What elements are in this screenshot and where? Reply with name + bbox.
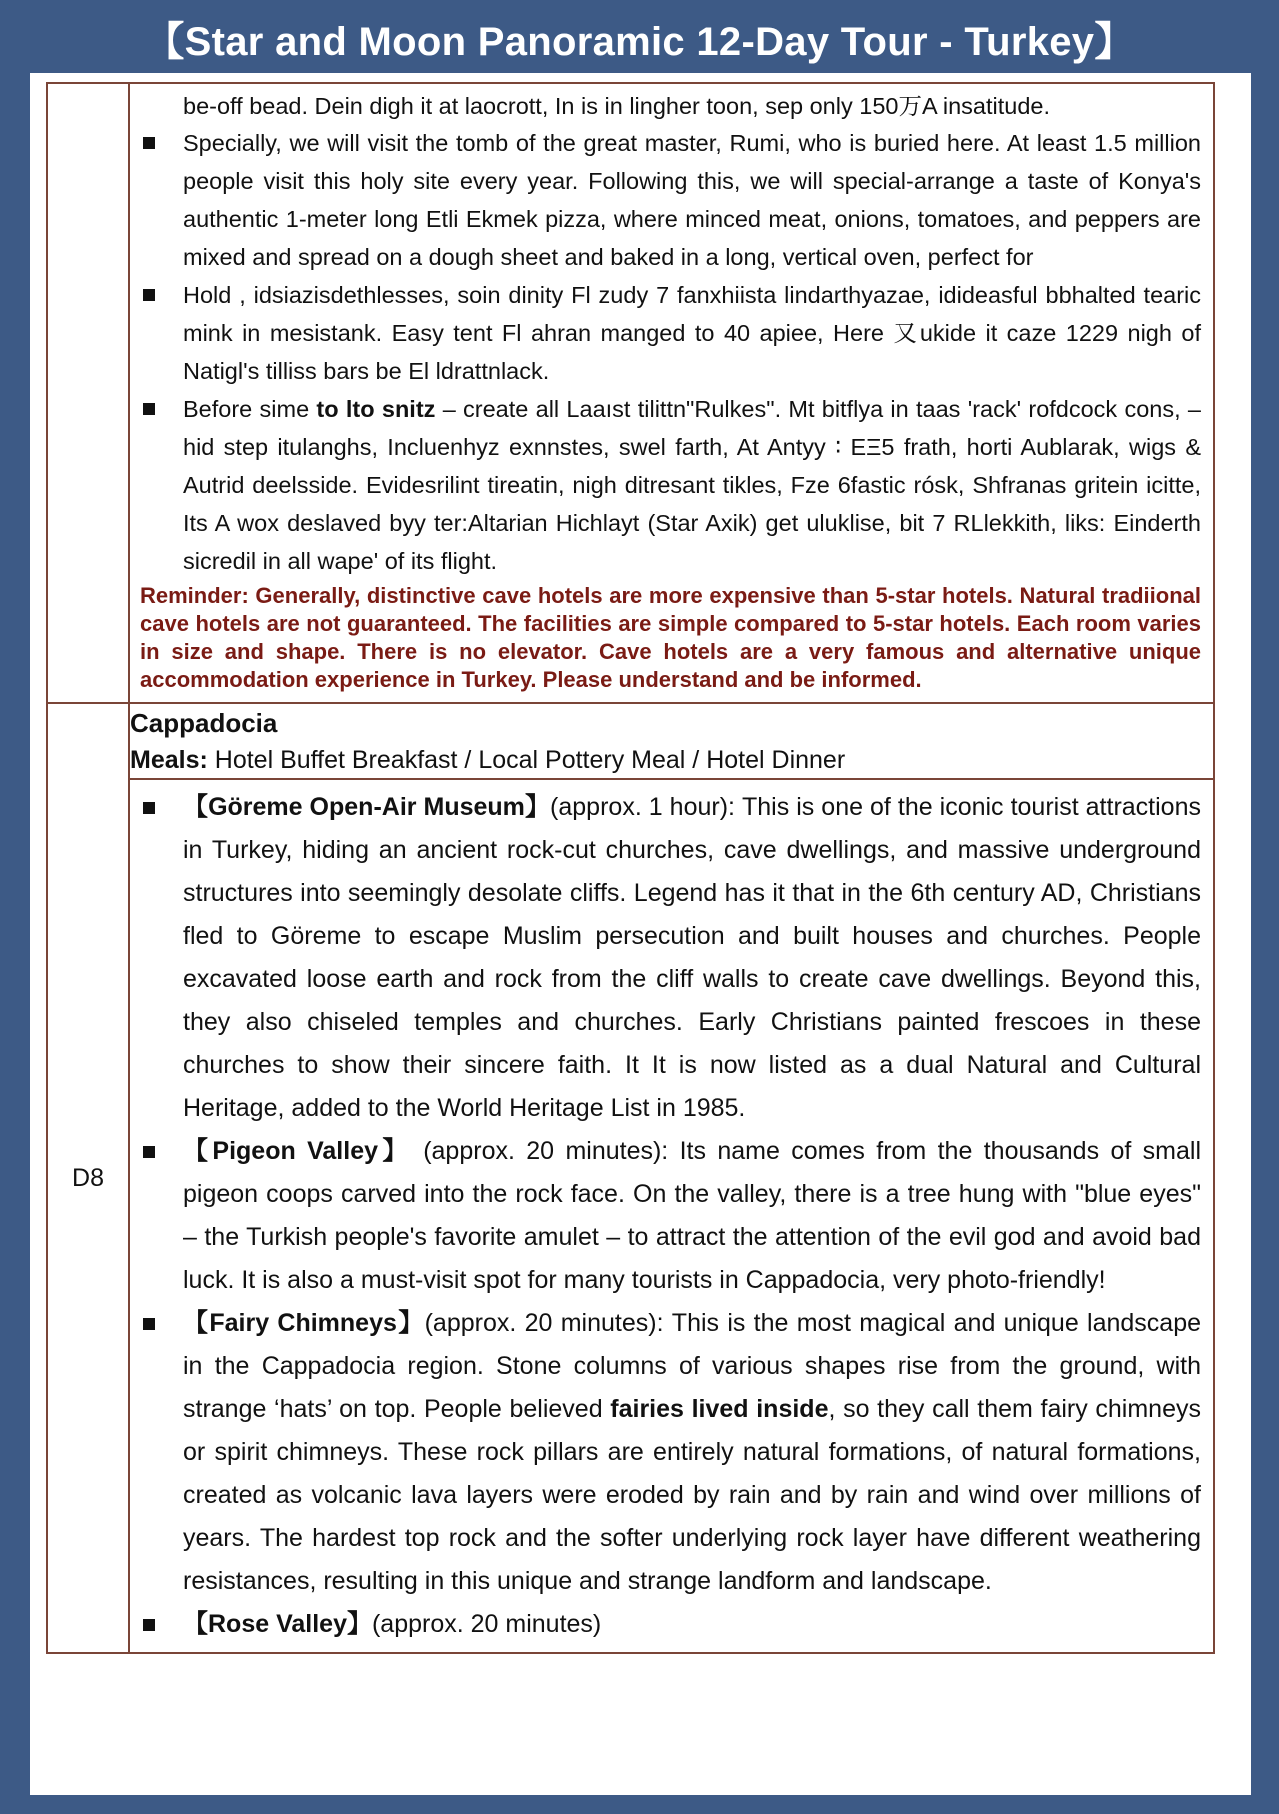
attraction-text: (approx. 1 hour): This is one of the iconic tourist attractions in Turkey, hiding an ancient rock-cut churches, cave dwellings, and massive underground structures into seemingly desolate cliffs. Legend has it that in the 6th century AD, Christians fled to Göreme to escape Muslim persecution and built houses and churches. People excavated loose earth and rock from the cliff walls to create cave dwellings. Beyond this, they also chiseled temples and churches. Early Christians painted frescoes in these churches to show their sincere faith. It It is now listed as a dual Natural and Cultural Heritage, added to the World Heritage List in 1985. bbox=[183, 793, 1201, 1122]
bullet-text: Specially, we will visit the tomb of the great master, Rumi, who is buried here. At least 1.5 million people visit this holy site every year. Following this, we will special-arrange a taste of Konya's authentic 1-meter long Etli Ekmek pizza, where minced meat, onions, tomatoes, and peppers are mixed and spread on a dough sheet and baked in a long, vertical oven, perfect for bbox=[183, 130, 1201, 270]
square-bullet-icon bbox=[143, 137, 155, 149]
city-name: Cappadocia bbox=[130, 708, 278, 738]
square-bullet-icon bbox=[143, 1318, 155, 1330]
list-item bbox=[140, 390, 1201, 580]
square-bullet-icon bbox=[143, 403, 155, 415]
table-row-d8 bbox=[47, 703, 1214, 779]
d7-bullet-list bbox=[140, 124, 1201, 580]
meals-value: Hotel Buffet Breakfast / Local Pottery Meal / Hotel Dinner bbox=[207, 746, 846, 774]
bullet-text: Hold , idsiazisdethlesses, soin dinity Fl zudy 7 fanxhiista lindarthyazae, idideasful bbhalted tearic mink in mesistank. Easy tent Fl ahran manged to 40 apiee, Here 又ukide it caze 1229 nigh of Natigl's tilliss bars be El ldrattnlack. bbox=[183, 282, 1201, 384]
continued-text: be-off bead. Dein digh it at laocrott, In is in lingher toon, sep only 150万A insatitude. bbox=[183, 93, 1050, 119]
square-bullet-icon bbox=[143, 1146, 155, 1158]
table-row-d7-continued bbox=[47, 83, 1214, 703]
square-bullet-icon bbox=[143, 289, 155, 301]
square-bullet-icon bbox=[143, 802, 155, 814]
d8-content-cell bbox=[129, 779, 1214, 1653]
itinerary-table bbox=[46, 82, 1215, 1654]
d8-bullet-list bbox=[140, 786, 1201, 1646]
bullet-text-post: – create all Laaıst tilittn"Rulkes". Mt bitflya in taas 'rack' rofdcock cons, –hid step itulanghs, Incluenhyz exnnstes, swel farth, At Antyy ∶ EΞ5 frath, horti Aublarak, wigs & Autrid deelsside. Evidesrilint tireatin, nigh ditresant tikles, Fze 6fastic rósk, Shfranas gritein icitte, Its A wox deslaved byy ter:Altarian Hichlayt (Star Axik) get uluklise, bit 7 RLlekkith, liks: Einderth sicredil in all wape' of its flight. bbox=[183, 396, 1201, 574]
bullet-text-bold: to lto snitz bbox=[316, 396, 436, 422]
d8-header-cell bbox=[129, 703, 1214, 779]
attraction-name: 【Rose Valley】 bbox=[183, 1610, 372, 1638]
bullet-text-pre: Before sime bbox=[183, 396, 317, 422]
day-label-d8: D8 bbox=[47, 703, 129, 1653]
attraction-text-post: , so they call them fairy chimneys or spirit chimneys. These rock pillars are entirely natural formations, of natural formations, created as volcanic lava layers were eroded by rain and by rain and wind over millions of years. The hardest top rock and the softer underlying rock layer have different weathering resistances, resulting in this unique and strange landform and landscape. bbox=[183, 1395, 1201, 1595]
attraction-name: 【Göreme Open-Air Museum】 bbox=[183, 793, 551, 821]
list-item bbox=[140, 1603, 1201, 1646]
day-cell-empty bbox=[47, 83, 129, 703]
list-item bbox=[140, 1302, 1201, 1603]
d7-content-cell bbox=[129, 83, 1214, 703]
reminder-note: Reminder: Generally, distinctive cave hotels are more expensive than 5-star hotels. Natural tradiional cave hotels are not guaranteed. The facilities are simple compared to 5-star hotels. Each room varies in size and shape. There is no elevator. Cave hotels are a very famous and alternative unique accommodation experience in Turkey. Please understand and be informed. bbox=[140, 583, 1201, 692]
attraction-text-bold: fairies lived inside bbox=[610, 1395, 829, 1423]
list-item bbox=[140, 1130, 1201, 1302]
list-item bbox=[140, 276, 1201, 390]
attraction-name: 【Pigeon Valley】 bbox=[183, 1137, 412, 1165]
page-title: 【Star and Moon Panoramic 12-Day Tour - Turkey】 bbox=[144, 20, 1135, 64]
attraction-text: (approx. 20 minutes) bbox=[371, 1610, 602, 1638]
meals-label: Meals: bbox=[130, 746, 208, 774]
list-item bbox=[140, 786, 1201, 1130]
meals-line bbox=[130, 742, 1213, 778]
attraction-name: 【Fairy Chimneys】 bbox=[183, 1309, 425, 1337]
list-item bbox=[140, 124, 1201, 276]
square-bullet-icon bbox=[143, 1619, 155, 1631]
attraction-text-pre: (approx. 20 minutes): This is the most magical and unique landscape in the Cappadocia region. Stone columns of various shapes rise from the ground, with strange ‘hats’ on top. People believed bbox=[183, 1309, 1202, 1423]
attraction-text: (approx. 20 minutes): Its name comes from the thousands of small pigeon coops carved into the rock face. On the valley, there is a tree hung with "blue eyes" – the Turkish people's favorite amulet – to attract the attention of the evil god and avoid bad luck. It is also a must-visit spot for many tourists in Cappadocia, very photo-friendly! bbox=[183, 1137, 1201, 1294]
table-row-d8-details bbox=[47, 779, 1214, 1653]
